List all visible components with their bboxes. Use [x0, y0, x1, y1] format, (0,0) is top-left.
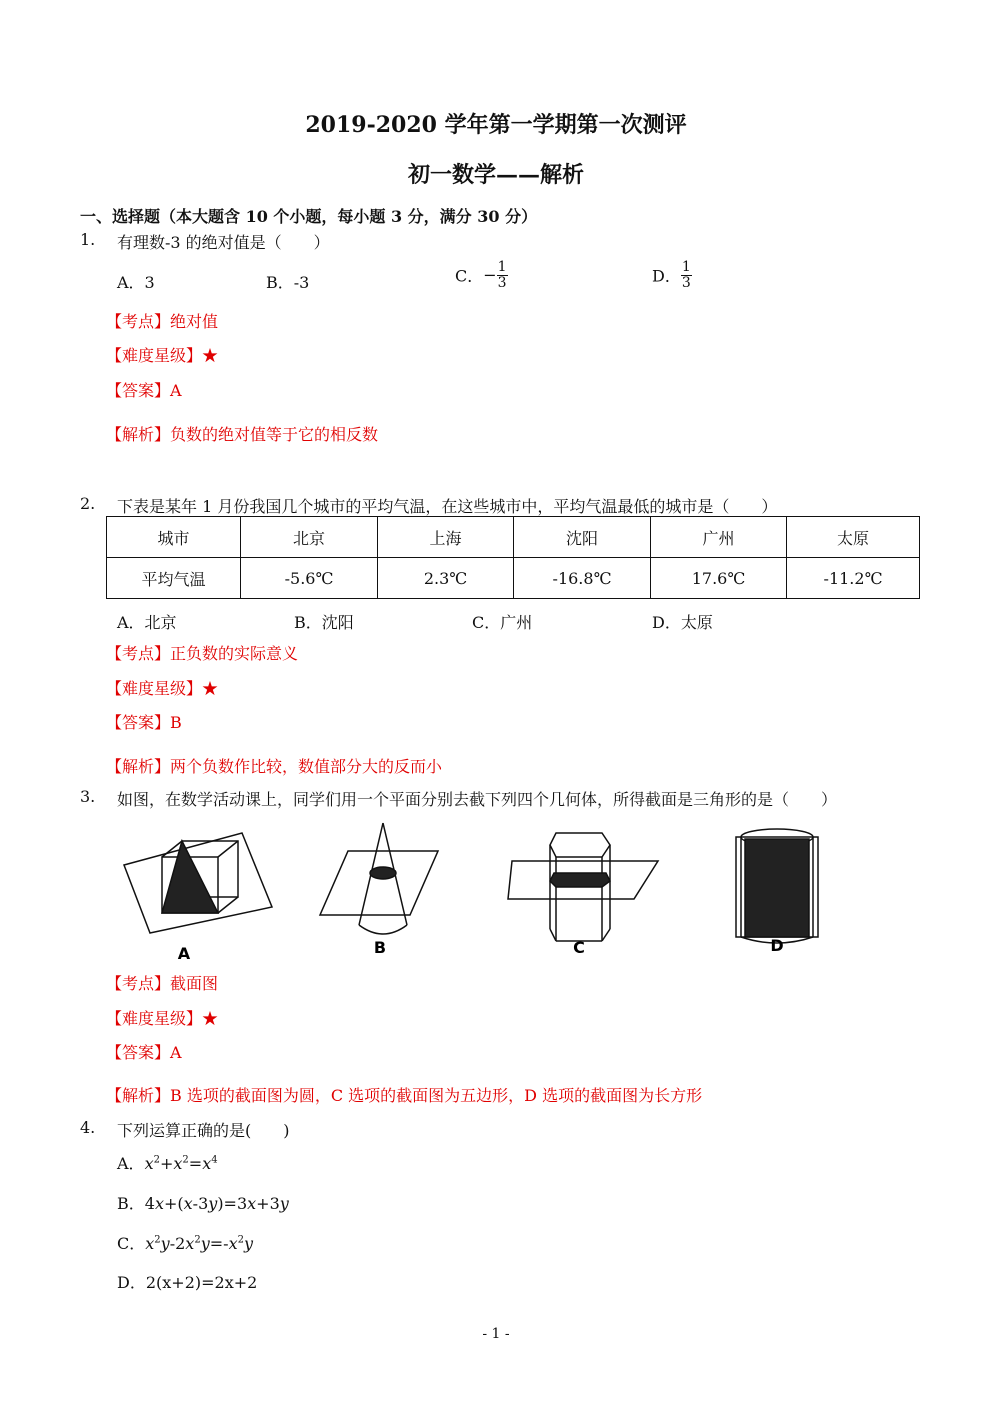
figure-d-cylinder-section [736, 829, 818, 943]
figure-b-cone-section [320, 823, 438, 934]
q4-option-c-expr: $x^2y-2x^2y=-x^2y$ [145, 1234, 254, 1253]
document-subtitle: 初一数学——解析 [407, 162, 584, 188]
geometry-figures [110, 815, 850, 965]
section-heading: 一、选择题（本大题含 10 个小题，每小题 3 分，满分 30 分） [80, 207, 538, 226]
q4-option-a-prefix: A． [117, 1154, 145, 1173]
q2-difficulty: 【难度星级】★ [106, 679, 219, 698]
q2-text: 下表是某年 1 月份我国几个城市的平均气温，在这些城市中，平均气温最低的城市是（ ） [117, 497, 778, 516]
fraction-denominator: 3 [497, 274, 507, 291]
figure-label-b: B [373, 938, 387, 957]
q2-option-b: B．沈阳 [294, 613, 354, 632]
fraction-numerator: 1 [497, 259, 507, 275]
q3-kaodian: 【考点】截面图 [106, 974, 219, 993]
q1-kaodian: 【考点】绝对值 [106, 312, 219, 331]
table-cell: 沈阳 [514, 517, 651, 558]
q3-explanation: 【解析】B 选项的截面图为圆，C 选项的截面图为五边形，D 选项的截面图为长方形 [106, 1086, 703, 1105]
figure-c-prism-section [508, 833, 658, 941]
q3-answer: 【答案】A [106, 1043, 182, 1062]
table-cell: 广州 [651, 517, 787, 558]
figure-a-cube-section [124, 833, 272, 933]
table-cell: 平均气温 [107, 558, 241, 599]
q4-option-b [117, 1191, 289, 1214]
q1-option-c-sign: − [483, 265, 497, 285]
fraction-numerator: 1 [681, 259, 691, 275]
q1-option-c [455, 260, 508, 290]
q2-option-a: A．北京 [117, 613, 177, 632]
temperature-table [106, 516, 920, 599]
q4-option-c-prefix: C． [117, 1234, 146, 1253]
q3-number: 3. [80, 787, 96, 806]
q4-option-a [117, 1151, 218, 1174]
figure-label-d: D [770, 936, 784, 955]
table-cell: 城市 [107, 517, 241, 558]
q2-answer: 【答案】B [106, 713, 182, 732]
q1-option-c-prefix: C． [455, 266, 484, 286]
q4-option-d-prefix: D． [117, 1273, 146, 1292]
q1-option-b: B．-3 [266, 273, 310, 292]
q3-difficulty: 【难度星级】★ [106, 1009, 219, 1028]
q4-option-a-expr: $x^2+x^2=x^4$ [144, 1154, 218, 1173]
figure-label-c: C [573, 938, 585, 957]
q1-difficulty: 【难度星级】★ [106, 346, 219, 365]
q1-number: 1. [80, 230, 96, 249]
q4-option-b-prefix: B． [117, 1194, 145, 1213]
figure-label-a: A [177, 944, 191, 963]
table-cell: 上海 [378, 517, 514, 558]
q4-option-d-expr: 2(x+2)=2x+2 [145, 1273, 258, 1292]
table-cell: -11.2℃ [787, 558, 920, 599]
q2-option-d: D．太原 [652, 613, 713, 632]
q2-kaodian: 【考点】正负数的实际意义 [106, 644, 299, 663]
table-cell: 北京 [241, 517, 378, 558]
fraction-denominator: 3 [681, 274, 691, 291]
q1-option-d-fraction [681, 260, 692, 290]
q1-explanation: 【解析】负数的绝对值等于它的相反数 [106, 425, 379, 444]
q4-option-d [117, 1270, 257, 1293]
q2-option-c: C．广州 [472, 613, 533, 632]
table-cell: -16.8℃ [514, 558, 651, 599]
q4-option-c [117, 1231, 253, 1254]
q3-text: 如图，在数学活动课上，同学们用一个平面分别去截下列四个几何体，所得截面是三角形的是（ ） [117, 790, 838, 809]
q1-option-d [652, 260, 692, 290]
q1-option-d-prefix: D． [652, 266, 681, 286]
q2-explanation: 【解析】两个负数作比较，数值部分大的反而小 [106, 757, 443, 776]
q1-option-c-fraction [497, 260, 508, 290]
q4-text: 下列运算正确的是( ) [117, 1121, 290, 1140]
table-cell: 太原 [787, 517, 920, 558]
q4-option-b-expr: 4x+(x-3y)=3x+3y [144, 1194, 289, 1213]
document-title: 2019-2020 学年第一学期第一次测评 [305, 112, 687, 138]
q1-text: 有理数-3 的绝对值是（ ） [117, 233, 330, 252]
table-cell: 17.6℃ [651, 558, 787, 599]
table-cell: 2.3℃ [378, 558, 514, 599]
q4-number: 4. [80, 1118, 96, 1137]
table-cell: -5.6℃ [241, 558, 378, 599]
table-row [107, 517, 920, 558]
page-number: - 1 - [482, 1326, 510, 1342]
q1-answer: 【答案】A [106, 381, 182, 400]
q2-number: 2. [80, 494, 96, 513]
table-row [107, 558, 920, 599]
q1-option-a: A．3 [117, 273, 155, 292]
